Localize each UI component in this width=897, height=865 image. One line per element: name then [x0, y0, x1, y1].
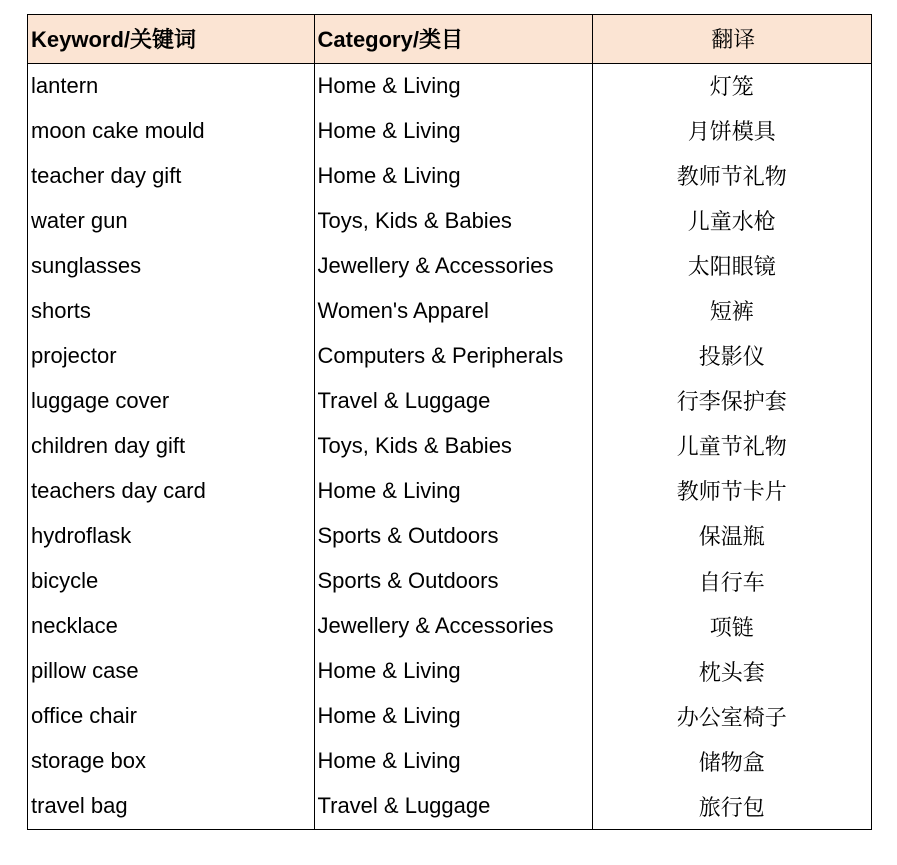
translation-cell: 儿童水枪	[592, 198, 871, 243]
translation-cell: 枕头套	[592, 649, 871, 694]
table-row	[28, 378, 871, 423]
keyword-table	[28, 15, 871, 829]
keyword-cell: necklace	[31, 613, 118, 639]
category-cell: Toys, Kids & Babies	[314, 198, 592, 243]
category-cell: Home & Living	[314, 108, 592, 153]
translation-cell: 储物盒	[592, 739, 871, 784]
table-row	[28, 108, 871, 153]
header-translation: 翻译	[592, 15, 871, 63]
keyword-cell: projector	[31, 342, 117, 368]
translation-cell: 行李保护套	[592, 378, 871, 423]
table-row	[28, 694, 871, 739]
keyword-cell: children day gift	[31, 432, 186, 458]
keyword-table-container	[27, 14, 872, 830]
keyword-cell: bicycle	[31, 568, 99, 594]
keyword-cell: office chair	[31, 703, 137, 729]
category-cell: Computers & Peripherals	[314, 333, 592, 378]
table-row	[28, 604, 871, 649]
table-row	[28, 559, 871, 604]
table-row	[28, 468, 871, 513]
category-cell: Travel & Luggage	[314, 784, 592, 829]
translation-cell: 投影仪	[592, 333, 871, 378]
header-keyword: Keyword/关键词	[28, 15, 314, 63]
table-row	[28, 649, 871, 694]
keyword-cell: travel bag	[31, 793, 128, 819]
header-row	[28, 15, 871, 63]
category-cell: Home & Living	[314, 63, 592, 108]
translation-cell: 儿童节礼物	[592, 423, 871, 468]
translation-cell: 太阳眼镜	[592, 243, 871, 288]
table-row	[28, 243, 871, 288]
translation-cell: 办公室椅子	[592, 694, 871, 739]
translation-cell: 月饼模具	[592, 108, 871, 153]
category-cell: Home & Living	[314, 694, 592, 739]
translation-cell: 短裤	[592, 288, 871, 333]
category-cell: Jewellery & Accessories	[314, 243, 592, 288]
translation-cell: 教师节礼物	[592, 153, 871, 198]
translation-cell: 旅行包	[592, 784, 871, 829]
keyword-cell: storage box	[31, 748, 146, 774]
keyword-cell: teacher day gift	[31, 162, 182, 188]
category-cell: Sports & Outdoors	[314, 559, 592, 604]
keyword-cell: hydroflask	[31, 522, 132, 548]
table-body	[28, 63, 871, 829]
header-category: Category/类目	[314, 15, 592, 63]
category-cell: Jewellery & Accessories	[314, 604, 592, 649]
table-row	[28, 784, 871, 829]
category-cell: Women's Apparel	[314, 288, 592, 333]
category-cell: Home & Living	[314, 739, 592, 784]
keyword-cell: lantern	[31, 72, 99, 98]
table-row	[28, 739, 871, 784]
category-cell: Home & Living	[314, 468, 592, 513]
category-cell: Sports & Outdoors	[314, 513, 592, 558]
translation-cell: 项链	[592, 604, 871, 649]
table-row	[28, 423, 871, 468]
keyword-cell: luggage cover	[31, 387, 170, 413]
keyword-cell: pillow case	[31, 658, 139, 684]
table-row	[28, 63, 871, 108]
table-row	[28, 198, 871, 243]
keyword-cell: water gun	[31, 207, 128, 233]
table-row	[28, 333, 871, 378]
keyword-cell: teachers day card	[31, 477, 206, 503]
category-cell: Home & Living	[314, 153, 592, 198]
category-cell: Toys, Kids & Babies	[314, 423, 592, 468]
keyword-cell: sunglasses	[31, 252, 142, 278]
translation-cell: 教师节卡片	[592, 468, 871, 513]
keyword-cell: moon cake mould	[31, 117, 205, 143]
category-cell: Travel & Luggage	[314, 378, 592, 423]
table-row	[28, 288, 871, 333]
translation-cell: 自行车	[592, 559, 871, 604]
category-cell: Home & Living	[314, 649, 592, 694]
keyword-cell: shorts	[31, 297, 91, 323]
table-row	[28, 153, 871, 198]
translation-cell: 保温瓶	[592, 513, 871, 558]
table-row	[28, 513, 871, 558]
translation-cell: 灯笼	[592, 63, 871, 108]
